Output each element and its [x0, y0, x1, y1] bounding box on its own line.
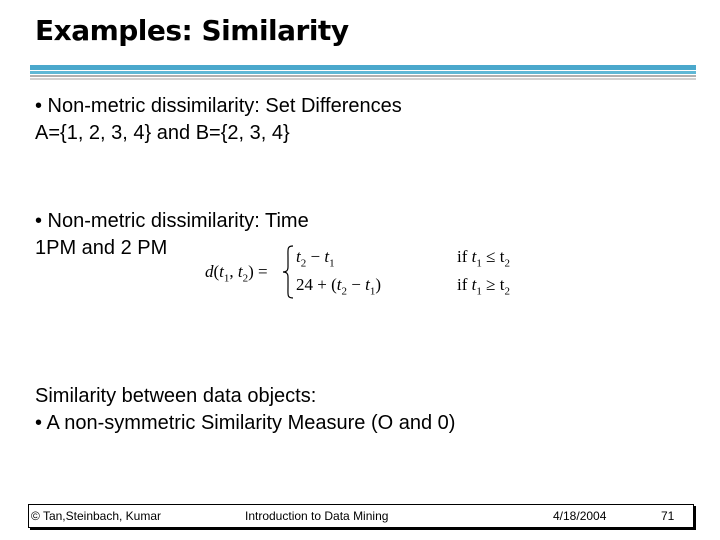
title-rule-gray [30, 75, 696, 77]
time-distance-formula [205, 245, 535, 301]
formula-lhs: $d(t_1$, $t_2$) = [205, 262, 268, 285]
title-rule-light-blue [30, 71, 696, 74]
footer-page-number: 71 [661, 509, 675, 523]
formula-case1-condition: if $t_1 \le t_2$ [457, 247, 510, 270]
footer-authors: © Tan,Steinbach, Kumar [31, 509, 162, 523]
bullet-time: • Non-metric dissimilarity: Time [35, 210, 309, 232]
set-example: A={1, 2, 3, 4} and B={2, 3, 4} [35, 122, 290, 144]
title-rule-light-gray [30, 78, 696, 80]
slide-title: Examples: Similarity [35, 14, 349, 47]
bullet-non-symmetric: • A non-symmetric Similarity Measure (O and 0) [35, 412, 456, 434]
time-example: 1PM and 2 PM [35, 237, 168, 259]
title-rule-blue [30, 65, 696, 70]
slide-footer [28, 504, 694, 528]
footer-date: 4/18/2004 [553, 509, 607, 523]
bullet-set-differences: • Non-metric dissimilarity: Set Differences [35, 95, 402, 117]
similarity-heading: Similarity between data objects: [35, 385, 317, 407]
formula-case1-expression: $t_2 - t_1$ [296, 247, 335, 270]
footer-course: Introduction to Data Mining [245, 509, 389, 523]
formula-brace [282, 245, 294, 299]
formula-case2-condition: if $t_1 \ge t_2$ [457, 275, 510, 298]
formula-case2-expression: $24 + (t_2 - t_1)$ [296, 275, 381, 298]
